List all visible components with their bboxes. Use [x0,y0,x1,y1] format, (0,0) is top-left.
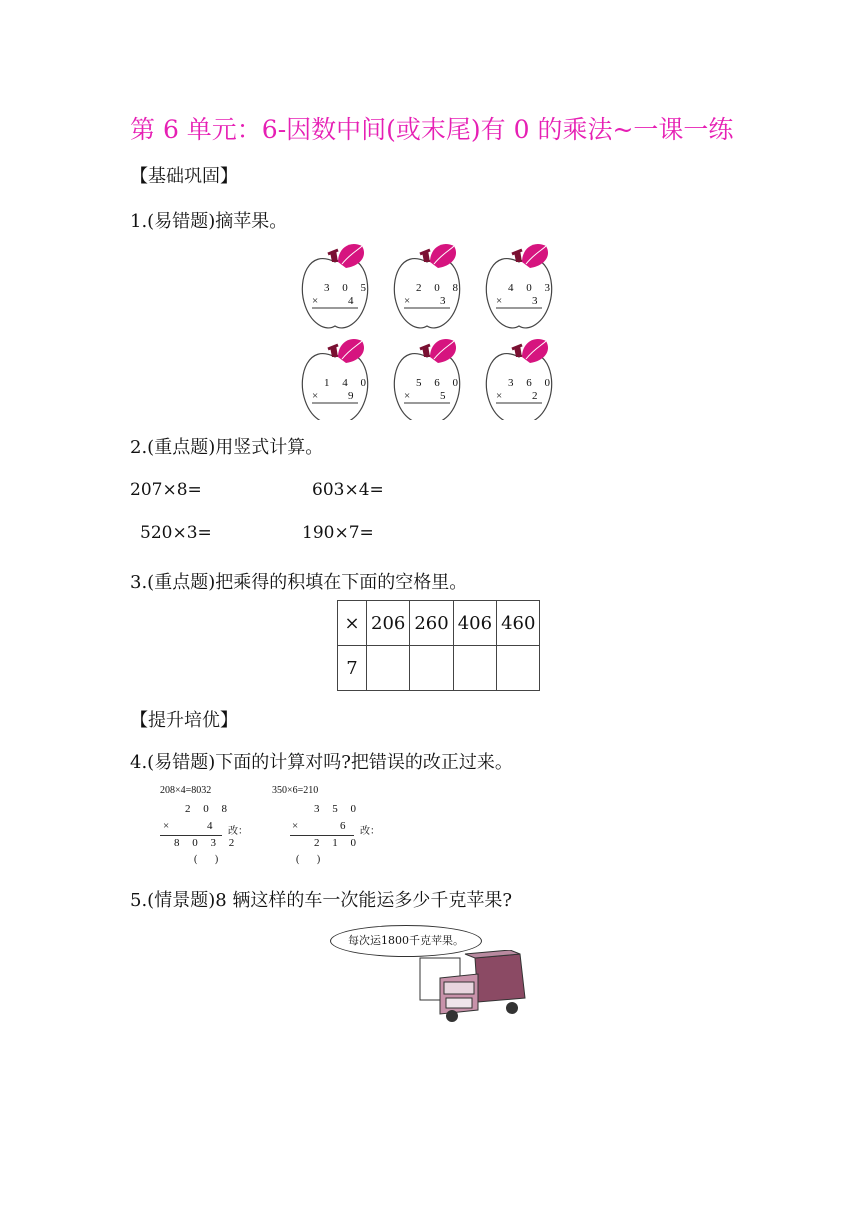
error-1-equation: 208×4=8032 [160,785,212,796]
question-4: 4.(易错题)下面的计算对吗?把错误的改正过来。 [130,752,513,773]
error-2-top: 3 5 0 [314,803,361,815]
question-3: 3.(重点题)把乘得的积填在下面的空格里。 [130,572,468,593]
apple-top-number: 1 4 0 [324,377,371,389]
apple-multiplier: 4 [348,295,359,307]
error-1-paren[interactable]: ( ) [194,854,219,865]
apple-multiplier: 3 [440,295,451,307]
product-table [337,600,540,691]
error-1-mult: 4 [207,820,218,832]
apple-top-number: 2 0 8 [416,282,463,294]
apple-top-number: 5 6 0 [416,377,463,389]
error-1-result: 8 0 3 2 [174,837,240,849]
table-answer-cell[interactable] [410,646,453,691]
apple-top-number: 3 6 0 [508,377,555,389]
table-header: 460 [497,601,540,646]
error-2-fix-label: 改： [360,826,380,837]
table-header: 260 [410,601,453,646]
error-1-fix-label: 改： [228,826,248,837]
calc-2: 603×4= [312,480,384,500]
table-answer-cell[interactable] [367,646,410,691]
apple-operator: × [496,390,508,402]
apple-operator: × [496,295,508,307]
calc-3: 520×3= [140,523,212,543]
speech-bubble: 每次运1800千克苹果。 [330,925,482,957]
truck-icon [380,950,540,1025]
table-row-label: 7 [338,646,367,691]
error-1-op: × [163,820,175,832]
calc-4: 190×7= [302,523,374,543]
table-operator: × [338,601,367,646]
error-2-line [290,835,354,836]
table-header: 406 [453,601,496,646]
error-2-mult: 6 [340,820,351,832]
apple-multiplier: 2 [532,390,543,402]
apple-multiplier: 9 [348,390,359,402]
error-2-paren[interactable]: ( ) [296,854,321,865]
apple-multiplier: 3 [532,295,543,307]
apple-operator: × [312,390,324,402]
table-answer-cell[interactable] [453,646,496,691]
table-answer-cell[interactable] [497,646,540,691]
question-5: 5.(情景题)8 辆这样的车一次能运多少千克苹果? [130,890,513,911]
section-heading-basic: 【基础巩固】 [130,166,238,187]
section-heading-advanced: 【提升培优】 [130,710,238,731]
page-title: 第 6 单元：6-因数中间(或末尾)有 0 的乘法~一课一练 [130,115,734,144]
apple-top-number: 4 0 3 [508,282,555,294]
question-2: 2.(重点题)用竖式计算。 [130,437,324,458]
calc-1: 207×8= [130,480,202,500]
error-2-equation: 350×6=210 [272,785,319,796]
error-1-top: 2 0 8 [185,803,232,815]
error-2-op: × [292,820,304,832]
table-header: 206 [367,601,410,646]
apple-operator: × [404,295,416,307]
error-1-line [160,835,222,836]
question-1: 1.(易错题)摘苹果。 [130,211,288,232]
apple-multiplier: 5 [440,390,451,402]
error-2-result: 2 1 0 [314,837,361,849]
apple-operator: × [312,295,324,307]
apple-top-number: 3 0 5 [324,282,371,294]
apple-operator: × [404,390,416,402]
